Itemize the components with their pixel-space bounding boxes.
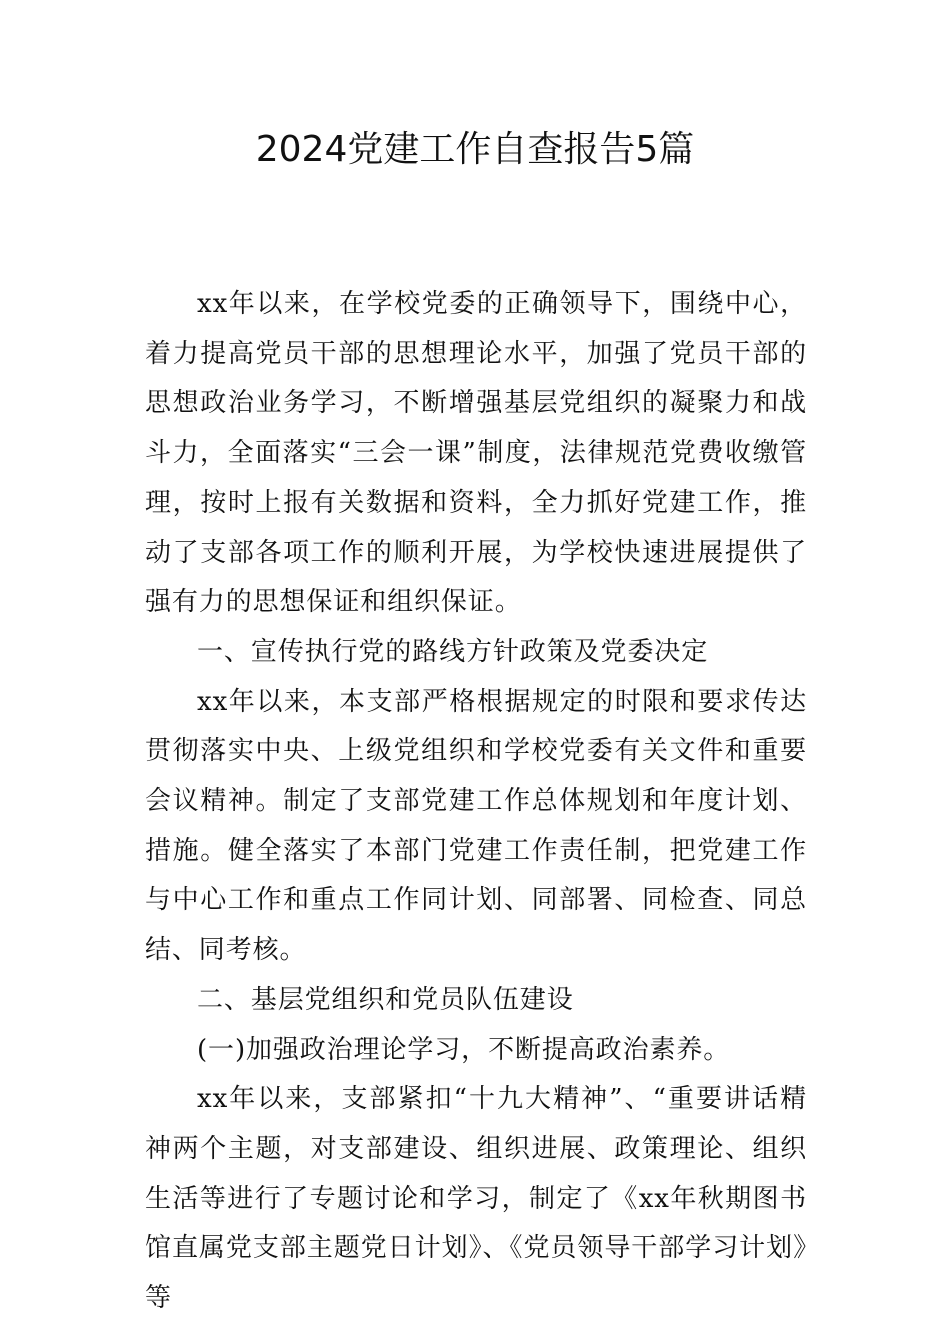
subsection-heading-1: (一)加强政治理论学习，不断提高政治素养。 <box>197 1034 731 1065</box>
paragraph-intro: xx年以来，在学校党委的正确领导下，围绕中心，着力提高党员干部的思想理论水平，加强了党员干部的思想政治业务学习，不断增强基层党组织的凝聚力和战斗力，全面落实“三会一课”制度，法律规范党费收缴管理，按时上报有关数据和资料，全力抓好党建工作，推动了支部各项工作的顺利开展，为学校快速进展提供了强有力的思想保证和组织保证。 <box>145 289 807 618</box>
document-body <box>145 280 807 1324</box>
section-heading-1: 一、宣传执行党的路线方针政策及党委决定 <box>197 636 709 667</box>
section-heading-2: 二、基层党组织和党员队伍建设 <box>197 984 574 1015</box>
document-title: 2024党建工作自查报告5篇 <box>255 129 695 170</box>
paragraph-subsection-1: xx年以来，支部紧扣“十九大精神”、“重要讲话精神两个主题，对支部建设、组织进展、政策理论、组织生活等进行了专题讨论和学习，制定了《xx年秋期图书馆直属党支部主题党日计划》、《党员领导干部学习计划》等 <box>145 1084 807 1314</box>
paragraph-section-1: xx年以来，本支部严格根据规定的时限和要求传达贯彻落实中央、上级党组织和学校党委有关文件和重要会议精神。制定了支部党建工作总体规划和年度计划、措施。健全落实了本部门党建工作责任制，把党建工作与中心工作和重点工作同计划、同部署、同检查、同总结、同考核。 <box>145 686 807 966</box>
